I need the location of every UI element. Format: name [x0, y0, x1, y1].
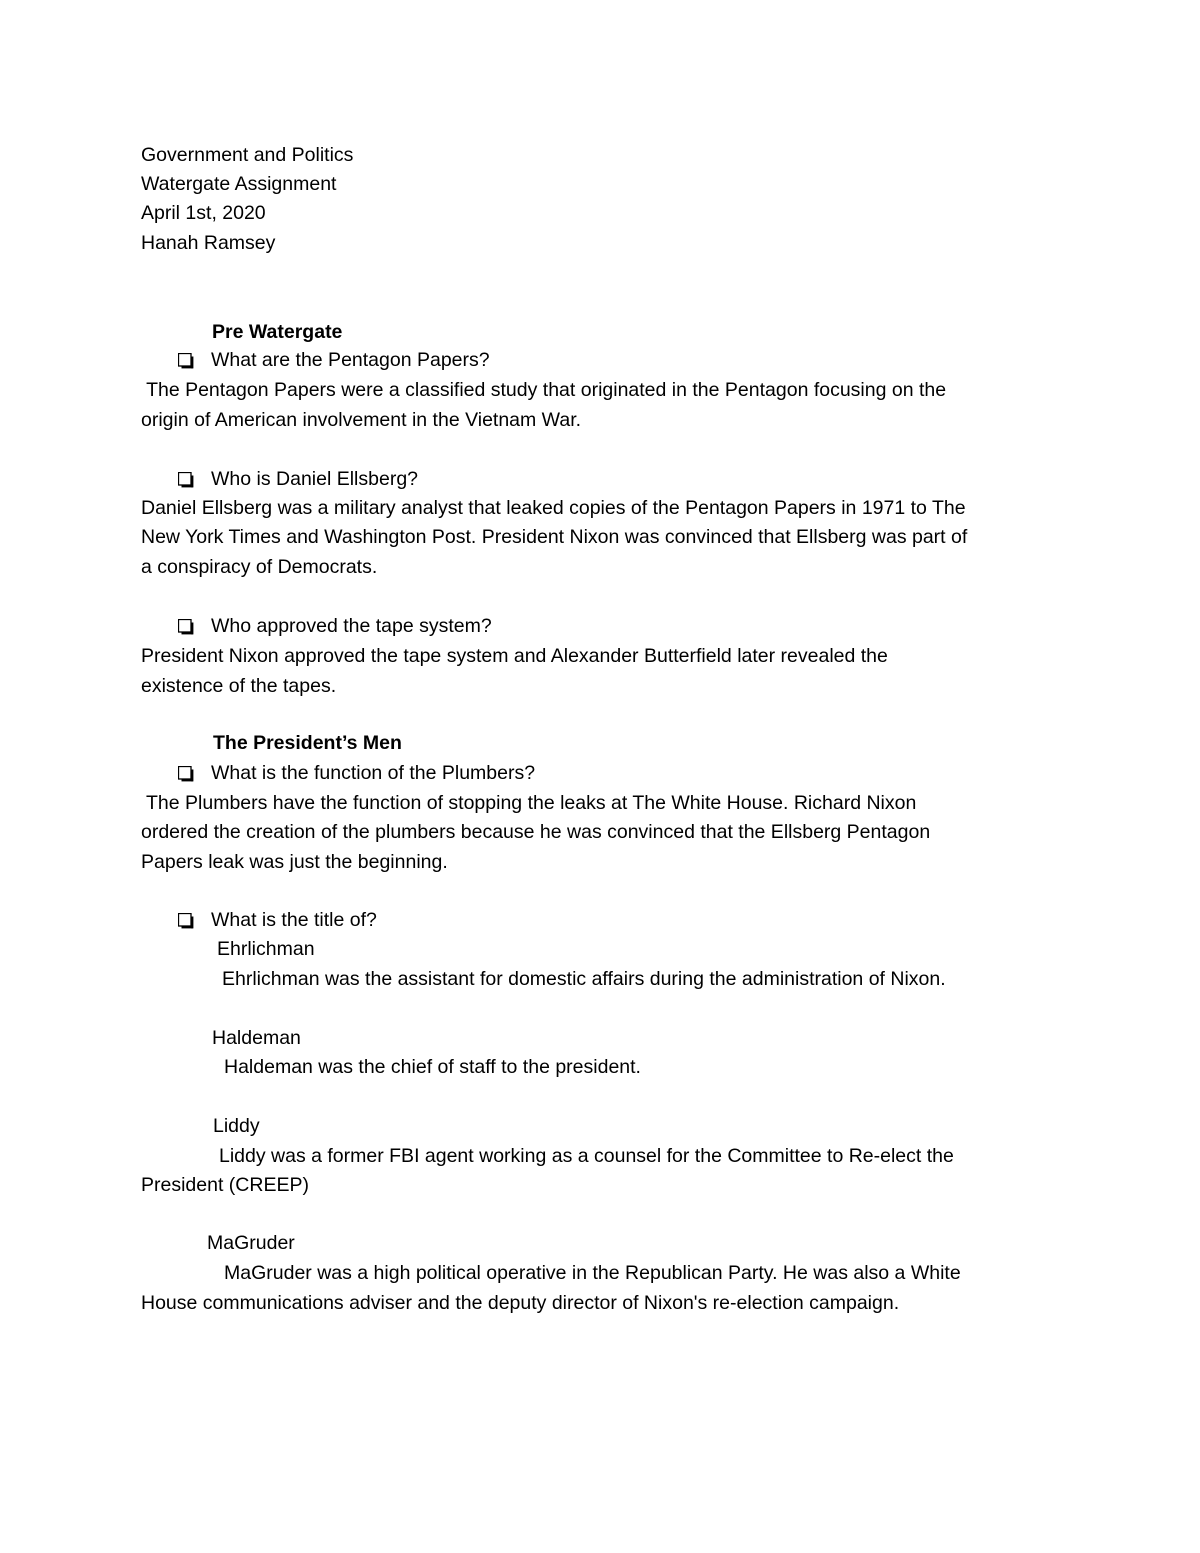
question-text: Who is Daniel Ellsberg?	[211, 468, 419, 490]
section-heading-presidents-men: The President’s Men	[213, 732, 402, 754]
answer-line: Daniel Ellsberg was a military analyst that leaked copies of the Pentagon Papers in 1971 to The	[141, 497, 966, 519]
person-name: Ehrlichman	[217, 938, 315, 960]
answer-line: The Pentagon Papers were a classified study that originated in the Pentagon focusing on the	[141, 379, 947, 401]
answer-line: origin of American involvement in the Vietnam War.	[141, 409, 582, 431]
person-name: MaGruder	[207, 1232, 295, 1254]
document-date: April 1st, 2020	[141, 202, 266, 224]
question-text: What is the function of the Plumbers?	[211, 762, 536, 784]
course-title: Government and Politics	[141, 144, 354, 166]
assignment-title: Watergate Assignment	[141, 173, 337, 195]
answer-line: Papers leak was just the beginning.	[141, 851, 448, 873]
answer-line: existence of the tapes.	[141, 675, 337, 697]
checkbox-square-icon	[178, 913, 194, 929]
answer-line: a conspiracy of Democrats.	[141, 556, 378, 578]
question-item	[178, 614, 492, 638]
checkbox-square-icon	[178, 472, 194, 488]
question-text: Who approved the tape system?	[211, 615, 492, 637]
answer-line: ordered the creation of the plumbers because he was convinced that the Ellsberg Pentagon	[141, 821, 931, 843]
person-description-line: House communications adviser and the deputy director of Nixon's re-election campaign.	[141, 1292, 900, 1314]
checkbox-square-icon	[178, 766, 194, 782]
checkbox-square-icon	[178, 619, 194, 635]
person-description-line: Haldeman was the chief of staff to the president.	[224, 1056, 641, 1078]
person-description-line: Liddy was a former FBI agent working as a counsel for the Committee to Re-elect the	[219, 1145, 954, 1167]
person-description-line: MaGruder was a high political operative in the Republican Party. He was also a White	[224, 1262, 961, 1284]
answer-line: President Nixon approved the tape system and Alexander Butterfield later revealed the	[141, 645, 888, 667]
question-item	[178, 467, 419, 491]
checkbox-square-icon	[178, 353, 194, 369]
answer-line: New York Times and Washington Post. President Nixon was convinced that Ellsberg was part of	[141, 526, 968, 548]
question-item	[178, 348, 490, 372]
question-text: What are the Pentagon Papers?	[211, 349, 490, 371]
person-description-line: President (CREEP)	[141, 1174, 309, 1196]
person-name: Haldeman	[212, 1027, 301, 1049]
person-name: Liddy	[213, 1115, 260, 1137]
question-item	[178, 908, 377, 932]
answer-line: The Plumbers have the function of stopping the leaks at The White House. Richard Nixon	[146, 792, 917, 814]
section-heading-pre-watergate: Pre Watergate	[212, 321, 343, 343]
person-description-line: Ehrlichman was the assistant for domestic affairs during the administration of Nixon.	[222, 968, 946, 990]
question-item	[178, 761, 536, 785]
question-text: What is the title of?	[211, 909, 377, 931]
author-name: Hanah Ramsey	[141, 232, 276, 254]
